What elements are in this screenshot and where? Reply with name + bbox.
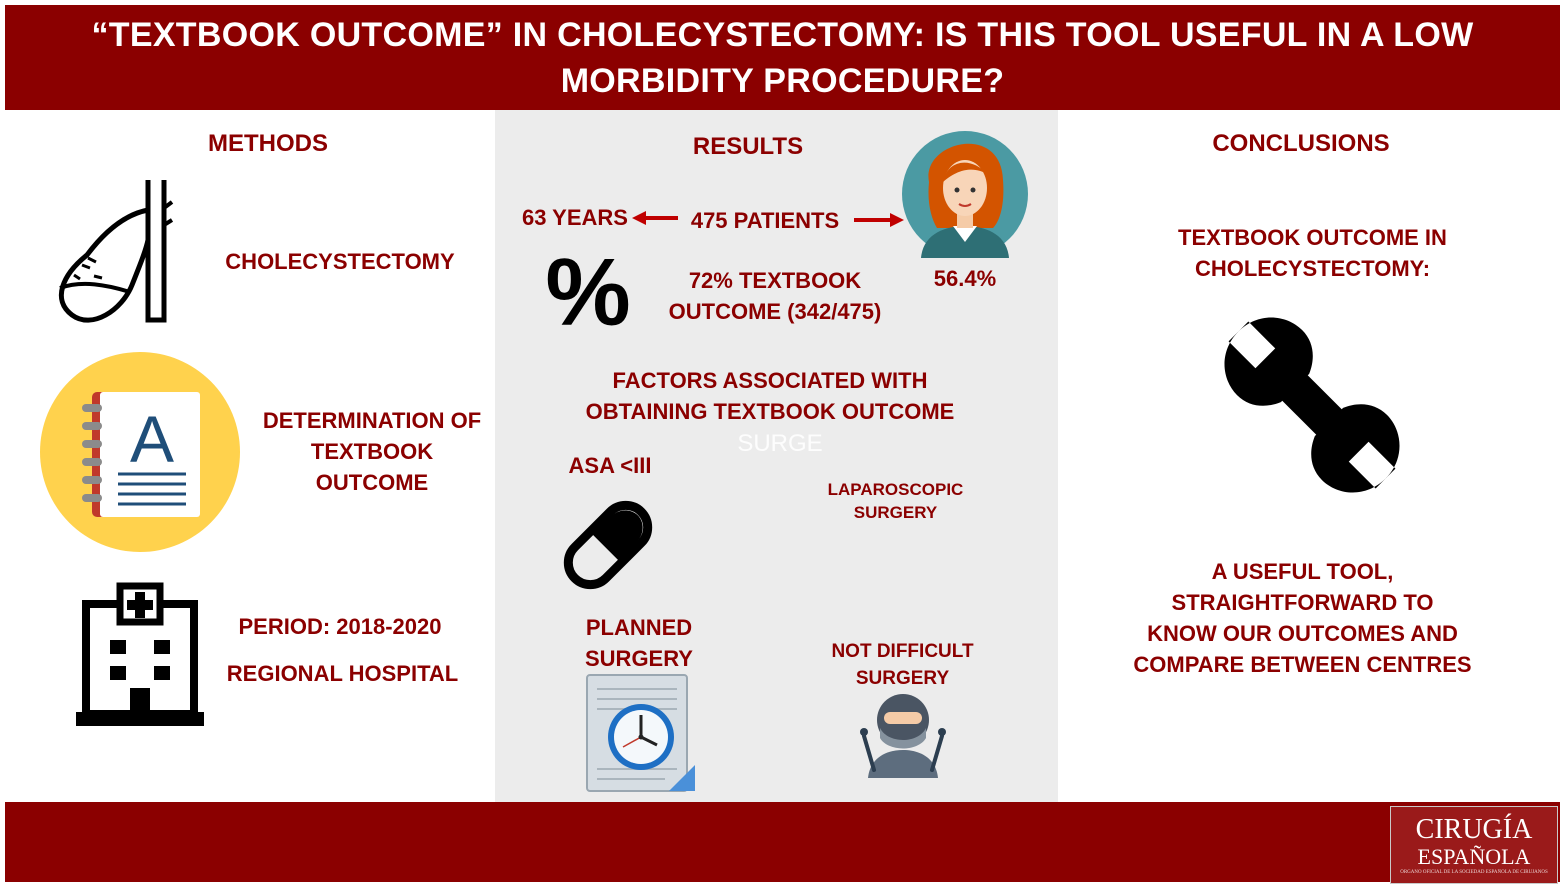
page-title: “TEXTBOOK OUTCOME” IN CHOLECYSTECTOMY: IS THIS TOOL USEFUL IN A LOW MORBIDITY PROCEDURE? xyxy=(91,16,1474,100)
results-not-difficult-line2: SURGERY xyxy=(855,668,950,689)
surgeon-icon xyxy=(858,688,948,778)
results-laparoscopic-line1: LAPAROSCOPIC xyxy=(827,480,964,499)
results-female-pct: 56.4% xyxy=(933,266,997,291)
footer-bar xyxy=(5,802,1560,882)
wrench-icon xyxy=(1212,305,1412,505)
methods-period: PERIOD: 2018-2020 xyxy=(238,614,442,639)
gallbladder-icon xyxy=(52,180,177,325)
results-patients: 475 PATIENTS xyxy=(690,208,840,233)
hospital-icon xyxy=(76,584,204,729)
logo-line2: ESPAÑOLA xyxy=(1417,844,1531,869)
results-laparoscopic-line2: SURGERY xyxy=(853,503,938,522)
results-heading: RESULTS xyxy=(692,133,804,160)
results-age: 63 YEARS xyxy=(522,205,628,230)
results-factors-line2: OBTAINING TEXTBOOK OUTCOME xyxy=(585,399,955,424)
conclusions-heading: CONCLUSIONS xyxy=(1212,130,1390,157)
methods-heading: METHODS xyxy=(208,130,328,157)
clock-document-icon xyxy=(585,673,700,795)
results-textbook-line1: 72% TEXTBOOK xyxy=(688,268,862,293)
notebook-letter: A xyxy=(129,402,175,476)
logo-line1: CIRUGÍA xyxy=(1415,814,1533,845)
conclusions-c2: STRAIGHTFORWARD TO xyxy=(1171,590,1434,615)
journal-logo xyxy=(1390,806,1558,884)
methods-determination: DETERMINATION OF TEXTBOOK OUTCOME xyxy=(262,408,482,495)
left-arrow-icon xyxy=(632,210,680,226)
conclusions-c1: A USEFUL TOOL, xyxy=(1211,559,1394,584)
methods-cholecystectomy: CHOLECYSTECTOMY xyxy=(225,249,455,274)
results-planned: PLANNED SURGERY xyxy=(585,615,693,671)
percent-icon: % xyxy=(545,239,631,346)
conclusions-c3: KNOW OUR OUTCOMES AND xyxy=(1147,621,1458,646)
results-factors-line1: FACTORS ASSOCIATED WITH xyxy=(612,368,928,393)
conclusions-c4: COMPARE BETWEEN CENTRES xyxy=(1133,652,1472,677)
results-asa: ASA <III xyxy=(568,453,652,478)
conclusions-line2: CHOLECYSTECTOMY: xyxy=(1194,256,1431,281)
right-arrow-icon xyxy=(852,212,904,228)
methods-hospital: REGIONAL HOSPITAL xyxy=(226,661,459,686)
logo-tagline: ÓRGANO OFICIAL DE LA SOCIEDAD ESPAÑOLA DE CIRUJANOS xyxy=(1400,870,1548,875)
conclusions-line1: TEXTBOOK OUTCOME IN xyxy=(1178,225,1447,250)
results-textbook-line2: OUTCOME (342/475) xyxy=(668,299,882,324)
pill-icon xyxy=(557,495,659,595)
results-ghost-text: SURGE xyxy=(737,430,823,457)
results-not-difficult-line1: NOT DIFFICULT xyxy=(831,641,974,662)
notebook-icon xyxy=(40,352,240,552)
woman-avatar-icon xyxy=(901,122,1029,258)
